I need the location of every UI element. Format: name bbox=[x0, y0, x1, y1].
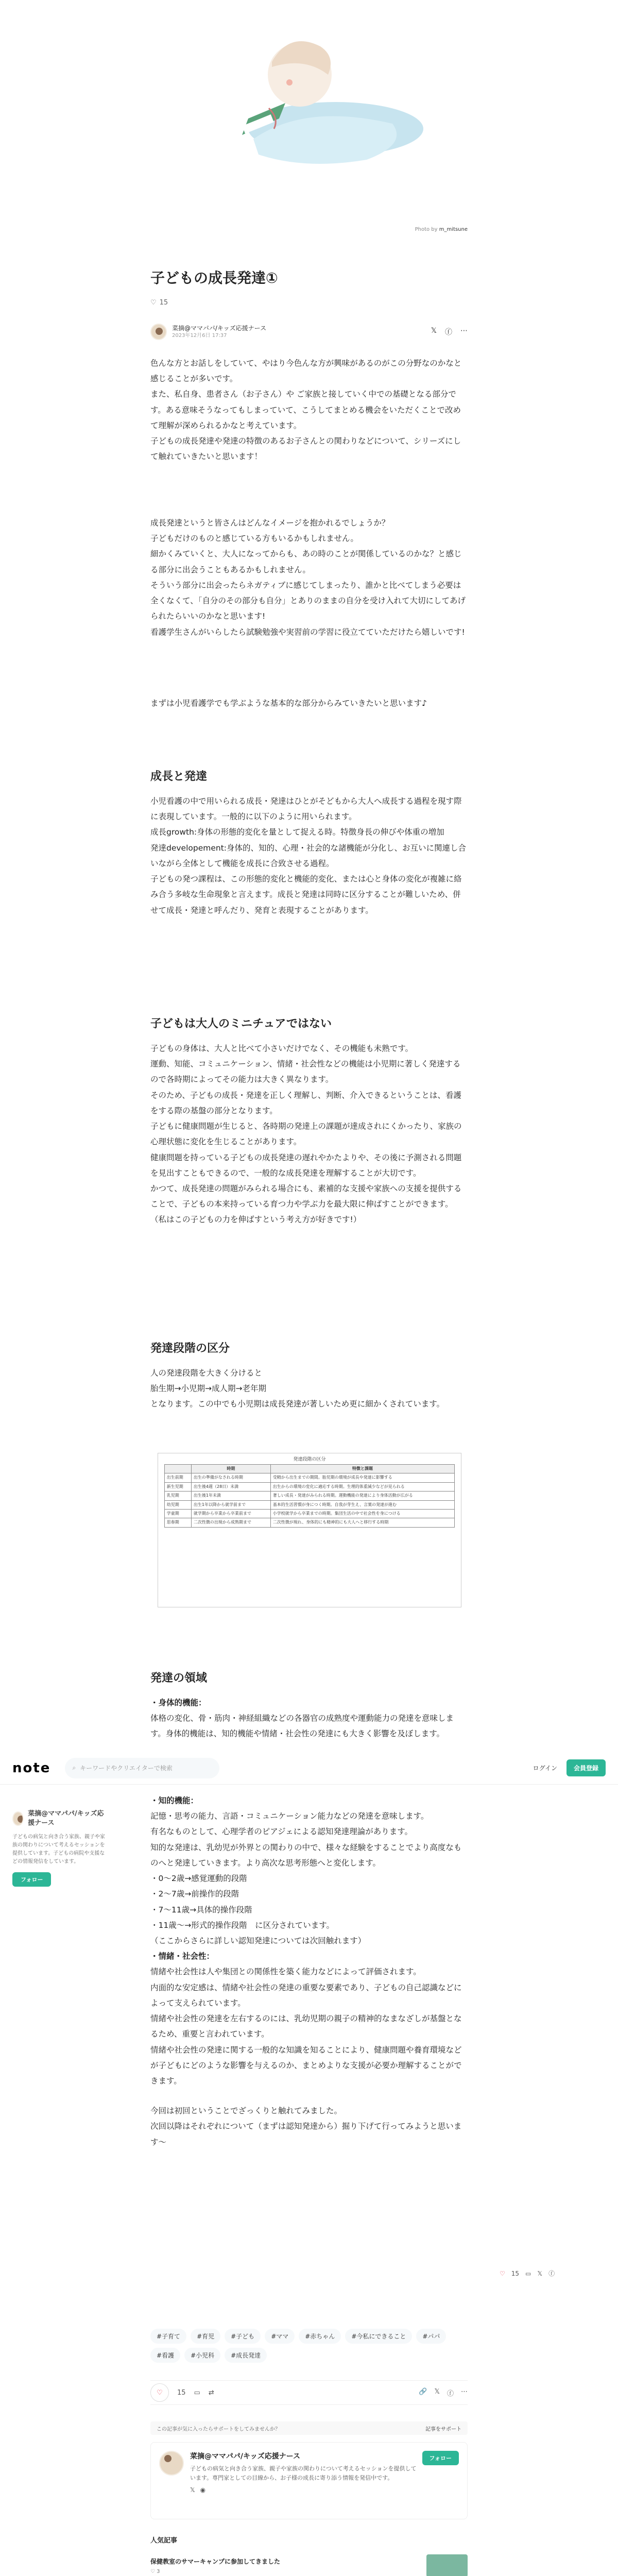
list-item: ・0〜2歳→感覚運動的段階 bbox=[150, 1874, 247, 1884]
intro2-section bbox=[150, 515, 468, 640]
search-input[interactable]: ⌕ キーワードやクリエイターで検索 bbox=[65, 1758, 219, 1778]
paragraph: かつて、成長発達の問題がみられる場合にも、素補的な支援や家族への支援を提供することで、子どもの本来持っている育つ力や学ぶ力を最大限に伸ばすことができます。 bbox=[150, 1183, 462, 1209]
table-header: 時期 bbox=[191, 1465, 270, 1473]
table-row bbox=[164, 1492, 454, 1500]
table-cell: 学童期 bbox=[164, 1509, 191, 1518]
table-cell: 基本的生活習慣が身につく時期。自我が芽生え、言葉の発達が進む bbox=[270, 1500, 454, 1509]
section-heading: 発達の領域 bbox=[150, 1672, 208, 1685]
section-heading: 発達段階の区分 bbox=[150, 1342, 230, 1355]
intro3-section bbox=[150, 696, 468, 711]
list-item: ・7〜11歳→具体的操作段階 bbox=[150, 1905, 252, 1914]
table-cell: 思春期 bbox=[164, 1518, 191, 1527]
list-item: ・2〜7歳→前操作的段階 bbox=[150, 1889, 239, 1899]
table-cell: 二次性徴が現れ、身体的にも精神的にも大人へと移行する時期 bbox=[270, 1518, 454, 1527]
section4-body bbox=[150, 1793, 468, 2150]
paragraph: 有名なものとして、心理学者のピアジェによる認知発達理論があります。 bbox=[150, 1827, 413, 1837]
follow-button[interactable]: フォロー bbox=[422, 2451, 459, 2465]
section3-body bbox=[150, 1365, 468, 1412]
table-cell: 小学校就学から卒業までの時期。集団生活の中で社会性を身につける bbox=[270, 1509, 454, 1518]
reshare-icon[interactable]: ⇄ bbox=[208, 2388, 214, 2397]
paragraph: 小児看護の中で用いられる成長・発達はひとがそどもから大人へ成長する過程を現す際に表現しています。一般的に以下のように用いられます。 bbox=[150, 796, 462, 822]
facebook-share-icon[interactable]: ⓕ bbox=[447, 2389, 454, 2398]
table-cell: 就学期から卒業から卒業前まで bbox=[191, 1509, 270, 1518]
table-row bbox=[164, 1473, 454, 1482]
support-box: この記事が気に入ったらサポートをしてみませんか？ 記事をサポート bbox=[150, 2421, 468, 2435]
list-item: ・11歳〜→形式的操作段階 に区分されています。 bbox=[150, 1920, 334, 1930]
table-cell: 受精から出生までの期間。胎児期の環境が成長や発達に影響する bbox=[270, 1473, 454, 1482]
author-row bbox=[150, 319, 468, 344]
hashtag[interactable]: #育児 bbox=[191, 2329, 220, 2344]
more-options-icon[interactable]: ⋯ bbox=[460, 327, 468, 335]
hashtag[interactable]: #今私にできること bbox=[345, 2329, 412, 2344]
paragraph: 次回以降はそれぞれについて（まずは認知発達から）掘り下げて行ってみようと思います〜 bbox=[150, 2122, 462, 2147]
support-button[interactable]: 記事をサポート bbox=[425, 2426, 461, 2432]
like-count: 15 bbox=[177, 2388, 186, 2397]
subheading: ・知的機能： bbox=[150, 1796, 199, 1805]
paragraph: 色んな方とお話しをしていて、やはり今色んな方が興味があるのがこの分野なのかなと感じることが多いです。 bbox=[150, 359, 462, 384]
article-thumbnail[interactable] bbox=[426, 2554, 468, 2576]
rss-icon[interactable]: ◉ bbox=[200, 2486, 206, 2494]
paragraph: 内面的な安定感は、情緒や社会性の発達の重要な要素であり、子どもの自己認識などによって支えられています。 bbox=[150, 1982, 462, 2008]
profile-card bbox=[150, 2442, 468, 2519]
action-row bbox=[150, 2380, 468, 2405]
section1-body bbox=[150, 793, 468, 918]
note-logo[interactable]: note bbox=[12, 1760, 51, 1776]
hero-image bbox=[150, 0, 468, 239]
x-share-icon[interactable]: 𝕏 bbox=[431, 327, 437, 335]
x-share-icon[interactable]: 𝕏 bbox=[434, 2387, 440, 2396]
table-cell: 幼児期 bbox=[164, 1500, 191, 1509]
paragraph: 子どもの身体は、大人と比べて小さいだけでなく、その機能も未熟です。 bbox=[150, 1044, 413, 1053]
paragraph: （私はこの子どもの力を伸ばすという考え方が好きです!） bbox=[150, 1215, 362, 1225]
hashtag[interactable]: #子ども bbox=[225, 2329, 261, 2344]
section-heading: 成長と発達 bbox=[150, 770, 208, 783]
table-cell: 乳児期 bbox=[164, 1492, 191, 1500]
table-row bbox=[164, 1518, 454, 1527]
table-cell: 二次性徴の出現から成熟期まで bbox=[191, 1518, 270, 1527]
x-share-icon[interactable]: 𝕏 bbox=[537, 2269, 543, 2277]
paragraph: また、私自身、患者さん（お子さん）や ご家族と接していく中での基礎となる部分です。ある意味そうなってもしまっていて、こうしてまとめる機会をいただくことで改めて理解が深められるかなと考えています。 bbox=[150, 389, 461, 430]
search-icon: ⌕ bbox=[72, 1764, 76, 1771]
tag-list bbox=[150, 2329, 468, 2363]
comment-icon[interactable]: ▭ bbox=[194, 2388, 200, 2397]
paragraph: 人の発達段階を大きく分けると bbox=[150, 1368, 263, 1378]
login-button[interactable]: ログイン bbox=[533, 1765, 557, 1772]
paragraph: 看護学生さんがいらしたら試験勉強や実習前の学習に役立てていただけたら嬉しいです! bbox=[150, 627, 465, 637]
sidebar-author-name[interactable]: 菜摘@ママパパ/キッズ応援ナース bbox=[28, 1810, 104, 1827]
paragraph: となります。この中でも小児期は成長発達が著しいため更に細かくされています。 bbox=[150, 1399, 445, 1409]
table-cell: 出生後4週（28日）未満 bbox=[191, 1482, 270, 1491]
table-cell: 出生の準備がなされる時期 bbox=[191, 1473, 270, 1482]
photo-credit: Photo by m_mitsune bbox=[415, 227, 468, 232]
intro-section bbox=[150, 355, 468, 465]
table-row bbox=[164, 1500, 454, 1509]
paragraph: 情緒や社会性の発達に関する一般的な知識を知ることにより、健康問題や養育環境などが子どもにどのような影響を与えるのか、まとめよりな支援が必要か理解することができます。 bbox=[150, 2045, 462, 2086]
avatar[interactable] bbox=[150, 324, 167, 340]
paragraph: 子どもだけのものと感じている方もいるかもしれません。 bbox=[150, 534, 358, 544]
like-button[interactable]: ♡ bbox=[150, 2383, 169, 2402]
table-header: 特徴と課題 bbox=[270, 1465, 454, 1473]
like-count-row[interactable] bbox=[150, 299, 168, 307]
subheading: ・情緒・社会性： bbox=[150, 1952, 215, 1961]
paragraph: そういう部分に出会ったらネガティブに感じてしまったり、誰かと比べてしまう必要は全くなくて、「自分のその部分も自分」とありのままの自分を受け入れて大切にしてあげられたらいいのかなと思います! bbox=[150, 580, 466, 621]
more-options-icon[interactable]: ⋯ bbox=[461, 2387, 468, 2396]
table-cell: 出生前期 bbox=[164, 1473, 191, 1482]
paragraph: 細かくみていくと、大人になってからも、あの時のことが関係しているのかな？と感じる部分に出会うこともあるかもしれません。 bbox=[150, 549, 462, 574]
avatar[interactable] bbox=[12, 1811, 24, 1826]
avatar[interactable] bbox=[159, 2451, 184, 2476]
hashtag[interactable]: #ママ bbox=[265, 2329, 295, 2344]
table-cell: 著しい成長・発達がみられる時期。運動機能の発達により身体活動が広がる bbox=[270, 1492, 454, 1500]
publish-date: 2023年12月6日 17:37 bbox=[172, 333, 227, 339]
facebook-share-icon[interactable]: ⓕ bbox=[445, 328, 452, 336]
table-row bbox=[164, 1509, 454, 1518]
facebook-share-icon[interactable]: ⓕ bbox=[548, 2270, 555, 2277]
note-header bbox=[0, 1752, 618, 1785]
hashtag[interactable]: #看護 bbox=[150, 2348, 180, 2363]
sidebar bbox=[12, 1803, 105, 1887]
popular-article-title[interactable]: 保健教室のサマーキャンプに参加してきました bbox=[150, 2557, 281, 2565]
paragraph: 運動、知能、コミュニケーション、情緒・社会性などの機能は小児期に著しく発達するので各時期によってその能力は大きく異なります。 bbox=[150, 1059, 461, 1084]
section-heading: 子どもは大人のミニチュアではない bbox=[150, 1018, 332, 1030]
follow-button[interactable]: フォロー bbox=[12, 1872, 51, 1887]
table-caption: 発達段階の区分 bbox=[293, 1457, 326, 1462]
section4-body-top bbox=[150, 1695, 468, 1747]
paragraph: 記憶・思考の能力、言語・コミュニケーション能力などの発達を意味します。 bbox=[150, 1811, 429, 1821]
comment-icon[interactable]: ▭ bbox=[525, 2269, 531, 2277]
floating-stats bbox=[500, 2269, 555, 2278]
paragraph: 成長発達というと皆さんはどんなイメージを抱かれるでしょうか？ bbox=[150, 518, 390, 528]
table-cell: 出生1年以降から就学前まで bbox=[191, 1500, 270, 1509]
hashtag[interactable]: #成長発達 bbox=[225, 2348, 267, 2363]
hashtag[interactable]: #赤ちゃん bbox=[299, 2329, 341, 2344]
popular-heading: 人気記事 bbox=[150, 2537, 178, 2545]
profile-description: 子どもの病気と向き合う家族、親子や家族の関わりについて考えるセッションを提供しています。専門家としての目線から、お子様の成長に寄り添う情報を発信中です。 bbox=[190, 2465, 417, 2481]
like-count: 15 bbox=[159, 299, 168, 307]
paragraph: 子どもの発つ課程は、この形態的変化と機能的変化、または心と身体の変化が複雑に絡み合う多岐な生命現象と言えます。成長と発達は同時に区分することが難しいため、併せて成長・発達と呼んだり、発育と表現することがあります。 bbox=[150, 874, 462, 915]
article-title: 子どもの成長発達① bbox=[150, 269, 278, 286]
development-stage-table bbox=[158, 1453, 461, 1607]
like-count: 15 bbox=[511, 2269, 520, 2277]
paragraph: 健康問題を持っている子どもの成長発達の遅れやかたよりや、その後に予測される問題を見出すこともできるので、一般的な成長発達を理解することが大切です。 bbox=[150, 1153, 462, 1178]
paragraph: 成長growth:身体の形態的変化を量として捉える時。特徴身長の伸びや体重の増加 bbox=[150, 827, 444, 837]
paragraph: そのため、子どもの成長・発達を正しく理解し、判断、介入できるということは、看護をする際の基盤の部分となります。 bbox=[150, 1090, 461, 1115]
paragraph: 体格の変化、骨・筋肉・神経組織などの各器官の成熟度や運動能力の発達を意味します。身体的機能は、知的機能や情緒・社会性の発達にも大きく影響を及ぼします。 bbox=[150, 1714, 454, 1739]
hashtag[interactable]: #パパ bbox=[416, 2329, 446, 2344]
list-item[interactable]: 保健教室のサマーキャンプに参加してきました ♡ 3 bbox=[150, 2550, 468, 2576]
paragraph: 情緒や社会性の発達を左右するのには、乳幼児期の親子の精神的なまなざしが基盤となるため、重要と言われています。 bbox=[150, 2014, 462, 2039]
paragraph: 子どもに健康問題が生じると、各時期の発達上の課題が達成されにくかったり、家族の心理状態に変化を生じることがあります。 bbox=[150, 1122, 462, 1147]
paragraph: 今回は初回ということでざっくりと触れてみました。 bbox=[150, 2106, 342, 2116]
author-name[interactable]: 菜摘@ママパパ/キッズ応援ナース bbox=[172, 324, 267, 332]
paragraph: 知的な発達は、乳幼児が外界との関わりの中で、様々な経験をすることでより高度なものへと発達していきます。より高次な思考形態へと変化します。 bbox=[150, 1842, 462, 1868]
paragraph: まずは小児看護学でも学ぶような基本的な部分からみていきたいと思います♪ bbox=[150, 699, 427, 708]
heart-icon[interactable]: ♡ bbox=[150, 299, 157, 307]
table-cell: 出生後1年未満 bbox=[191, 1492, 270, 1500]
table-cell: 出生からの環境の変化に適応する時期。生理的体重減少などが見られる bbox=[270, 1482, 454, 1491]
table-header bbox=[164, 1465, 191, 1473]
hashtag[interactable]: #子育て bbox=[150, 2329, 186, 2344]
table-row bbox=[164, 1482, 454, 1491]
heart-icon: ♡ bbox=[150, 2568, 155, 2574]
x-link-icon[interactable]: 𝕏 bbox=[190, 2486, 195, 2494]
link-icon[interactable]: 🔗 bbox=[419, 2387, 427, 2396]
paragraph: 胎生期→小児期→成人期→老年期 bbox=[150, 1384, 266, 1394]
profile-name[interactable]: 菜摘@ママパパ/キッズ応援ナース bbox=[190, 2452, 300, 2461]
heart-icon[interactable]: ♡ bbox=[500, 2269, 505, 2277]
signup-button[interactable]: 会員登録 bbox=[566, 1759, 606, 1776]
sidebar-description: 子どもの病気と向き合う家族、親子や家族の関わりについて考えるセッションを提供しています。子どもの病院や支援などの情報発信をしています。 bbox=[12, 1834, 105, 1865]
paragraph: 情緒や社会性は人や集団との関係性を築く能力などによって評価されます。 bbox=[150, 1967, 421, 1977]
hashtag[interactable]: #小児科 bbox=[184, 2348, 220, 2363]
paragraph: （ここからさらに詳しい認知発達については次回触れます） bbox=[150, 1936, 366, 1945]
section2-body bbox=[150, 1041, 468, 1228]
table-cell: 新生児期 bbox=[164, 1482, 191, 1491]
paragraph: 発達developement:身体的、知的、心理・社会的な諸機能が分化し、お互いに関連し合いながら全体として機能を成長に合致させる過程。 bbox=[150, 843, 467, 868]
paragraph: 子どもの成長発達や発達の特徴のあるお子さんとの関わりなどについて、シリーズにして触れていきたいと思います！ bbox=[150, 436, 461, 462]
subheading: ・身体的機能： bbox=[150, 1698, 207, 1707]
